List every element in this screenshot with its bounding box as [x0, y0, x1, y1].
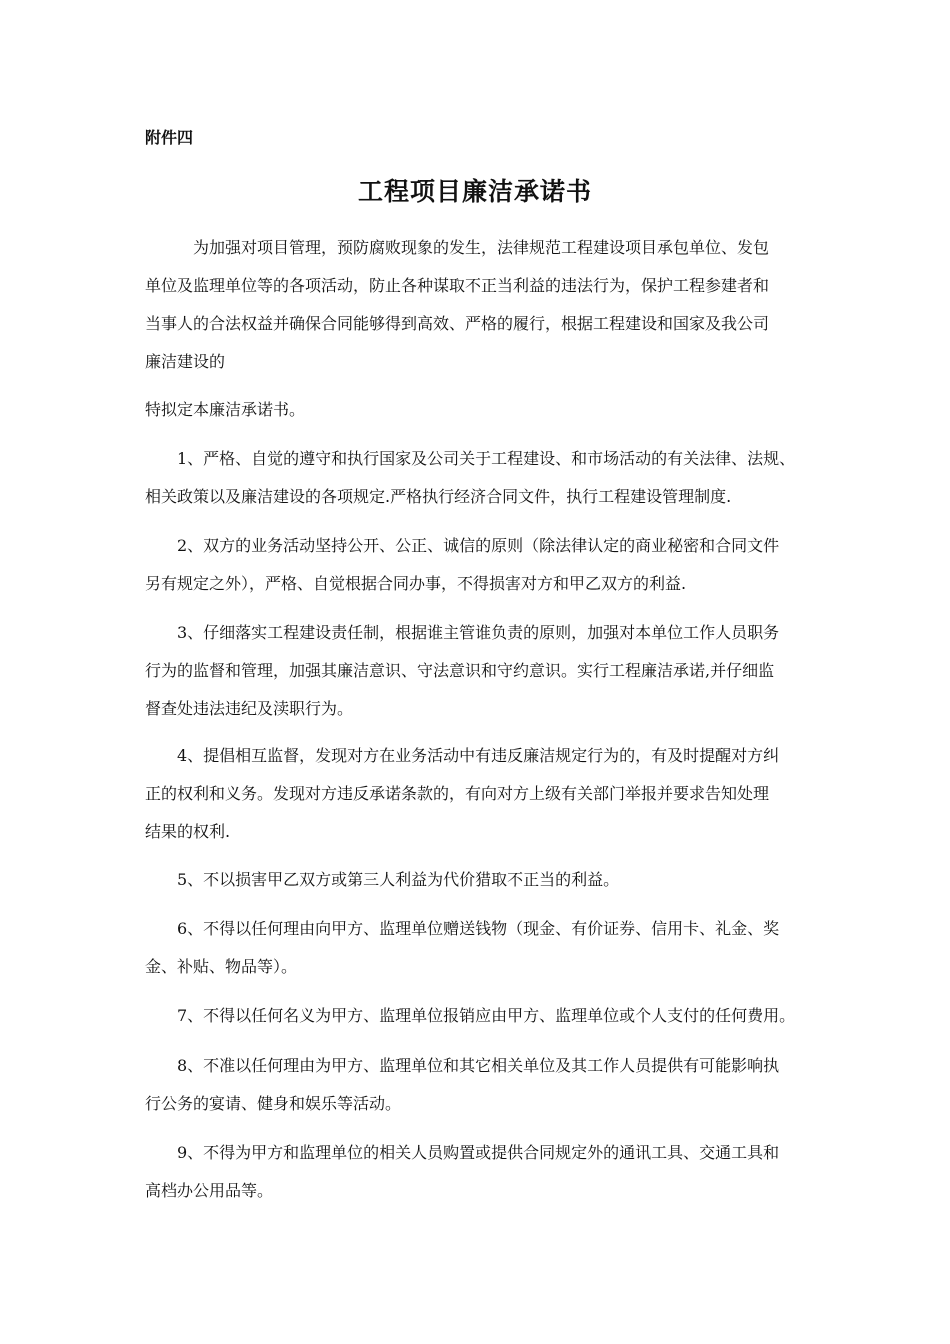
item-line: 相关政策以及廉洁建设的各项规定.严格执行经济合同文件，执行工程建设管理制度. [145, 487, 732, 506]
intro-continuation [145, 391, 815, 429]
attachment-label: 附件四 [145, 128, 194, 147]
item-line: 高档办公用品等。 [145, 1181, 274, 1200]
commitment-item-7 [145, 997, 815, 1035]
intro-line: 当事人的合法权益并确保合同能够得到高效、严格的履行，根据工程建设和国家及我公司 [145, 314, 770, 333]
commitment-item-1 [145, 440, 815, 516]
commitment-item-9 [145, 1134, 815, 1210]
intro-line: 单位及监理单位等的各项活动，防止各种谋取不正当利益的违法行为，保护工程参建者和 [145, 276, 770, 295]
item-line: 金、补贴、物品等）。 [145, 957, 298, 976]
commitment-item-4 [145, 737, 815, 851]
intro-line: 为加强对项目管理，预防腐败现象的发生，法律规范工程建设项目承包单位、发包 [193, 238, 770, 257]
item-line: 6、不得以任何理由向甲方、监理单位赠送钱物（现金、有价证券、信用卡、礼金、奖 [177, 919, 780, 938]
item-line: 7、不得以任何名义为甲方、监理单位报销应由甲方、监理单位或个人支付的任何费用。 [177, 1006, 796, 1025]
item-line: 行公务的宴请、健身和娱乐等活动。 [145, 1094, 402, 1113]
intro-continuation-line: 特拟定本廉洁承诺书。 [145, 400, 306, 419]
item-line: 5、不以损害甲乙双方或第三人利益为代价猎取不正当的利益。 [177, 870, 620, 889]
item-line: 2、双方的业务活动坚持公开、公正、诚信的原则（除法律认定的商业秘密和合同文件 [177, 536, 780, 555]
commitment-item-6 [145, 910, 815, 986]
intro-paragraph [145, 229, 815, 381]
commitment-item-3 [145, 614, 815, 728]
item-line: 结果的权利. [145, 822, 231, 841]
commitment-item-8 [145, 1047, 815, 1123]
item-line: 另有规定之外），严格、自觉根据合同办事，不得损害对方和甲乙双方的利益. [145, 574, 687, 593]
item-line: 行为的监督和管理，加强其廉洁意识、守法意识和守约意识。实行工程廉洁承诺,并仔细监 [145, 661, 775, 680]
commitment-item-2 [145, 527, 815, 603]
item-line: 4、提倡相互监督，发现对方在业务活动中有违反廉洁规定行为的，有及时提醒对方纠 [177, 746, 780, 765]
commitment-item-5 [145, 861, 815, 899]
item-line: 3、仔细落实工程建设责任制，根据谁主管谁负责的原则，加强对本单位工作人员职务 [177, 623, 780, 642]
item-line: 8、不准以任何理由为甲方、监理单位和其它相关单位及其工作人员提供有可能影响执 [177, 1056, 780, 1075]
intro-line: 廉洁建设的 [145, 352, 226, 371]
item-line: 督查处违法违纪及渎职行为。 [145, 699, 354, 718]
document-title: 工程项目廉洁承诺书 [357, 177, 592, 206]
item-line: 1、严格、自觉的遵守和执行国家及公司关于工程建设、和市场活动的有关法律、法规、 [177, 449, 796, 468]
item-line: 9、不得为甲方和监理单位的相关人员购置或提供合同规定外的通讯工具、交通工具和 [177, 1143, 780, 1162]
item-line: 正的权利和义务。发现对方违反承诺条款的，有向对方上级有关部门举报并要求告知处理 [145, 784, 770, 803]
